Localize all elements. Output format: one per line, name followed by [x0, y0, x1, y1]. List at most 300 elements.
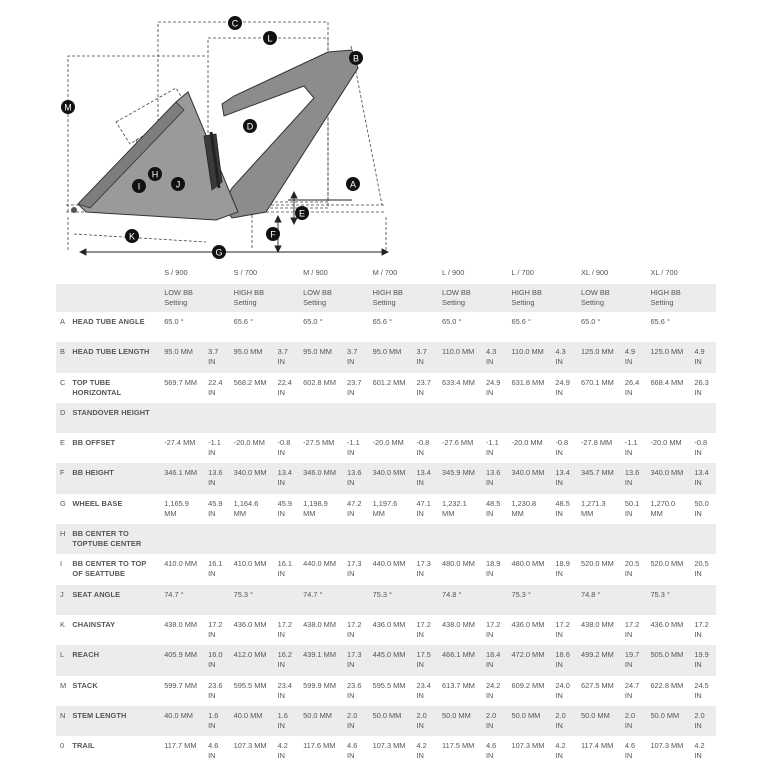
- row-label: STANDOVER HEIGHT: [72, 407, 150, 417]
- metric-value: 436.0 MM: [233, 619, 267, 629]
- imperial-value: 1.6 IN: [277, 710, 288, 730]
- imperial-value: 16.0 IN: [208, 650, 223, 670]
- marker-h-label: H: [151, 169, 159, 180]
- row-letter: I: [60, 559, 63, 569]
- row-letter: F: [60, 468, 65, 478]
- bb-setting-label: HIGH BB Setting: [372, 288, 403, 307]
- imperial-value: 48.5 IN: [485, 498, 501, 518]
- imperial-value: 4.9 IN: [694, 347, 705, 367]
- table-row: [56, 706, 716, 736]
- imperial-value: [413, 524, 439, 554]
- metric-value: 95.0 MM: [303, 347, 332, 357]
- imperial-value: 17.3 IN: [347, 559, 362, 579]
- bb-setting-label: LOW BB Setting: [164, 288, 193, 307]
- metric-value: [299, 403, 343, 433]
- metric-value: 1,270.0 MM: [650, 498, 676, 518]
- bb-setting-label: HIGH BB Setting: [511, 288, 542, 307]
- row-letter: G: [60, 498, 66, 508]
- imperial-value: 4.6 IN: [347, 741, 358, 761]
- metric-value: 345.7 MM: [580, 468, 614, 478]
- imperial-value: 19.9 IN: [694, 650, 709, 670]
- imperial-value: -0.8 IN: [277, 438, 291, 458]
- row-label: CHAINSTAY: [72, 619, 116, 629]
- marker-h: [148, 167, 162, 181]
- imperial-value: 17.2 IN: [416, 619, 431, 639]
- row-letter: E: [60, 438, 65, 448]
- metric-value: 668.4 MM: [650, 377, 684, 387]
- metric-value: -27.5 MM: [303, 438, 335, 448]
- size-header-row: [56, 262, 716, 284]
- metric-value: 438.0 MM: [164, 619, 198, 629]
- imperial-value: 23.7 IN: [347, 377, 362, 397]
- row-label: TRAIL: [72, 741, 95, 751]
- imperial-value: 2.0 IN: [624, 710, 636, 730]
- metric-value: [369, 524, 413, 554]
- imperial-value: 19.7 IN: [624, 650, 640, 670]
- imperial-value: -0.8 IN: [416, 438, 430, 458]
- table-row: [56, 615, 716, 645]
- imperial-value: 1.6 IN: [208, 710, 219, 730]
- metric-value: -20.0 MM: [650, 438, 682, 448]
- metric-value: 65.0 °: [164, 317, 184, 326]
- bb-setting-label: LOW BB Setting: [442, 288, 471, 307]
- imperial-value: 17.2 IN: [694, 619, 709, 639]
- metric-value: 74.7 °: [303, 589, 323, 599]
- bb-setting-label: LOW BB Setting: [580, 288, 610, 307]
- imperial-value: -0.8 IN: [555, 438, 569, 458]
- metric-value: 438.0 MM: [442, 619, 475, 629]
- metric-value: 1,271.3 MM: [580, 498, 606, 518]
- metric-value: -20.0 MM: [372, 438, 404, 448]
- row-label: STACK: [72, 680, 98, 690]
- row-label: WHEEL BASE: [72, 498, 123, 508]
- imperial-value: 4.2 IN: [416, 741, 427, 761]
- metric-value: 436.0 MM: [511, 619, 545, 629]
- metric-value: 345.9 MM: [442, 468, 475, 478]
- row-label: TOP TUBE HORIZONTAL: [72, 377, 122, 397]
- imperial-value: 18.6 IN: [555, 650, 570, 670]
- table-row: [56, 494, 716, 524]
- imperial-value: 17.2 IN: [347, 619, 362, 639]
- metric-value: 50.0 MM: [650, 710, 680, 720]
- imperial-value: 2.0 IN: [416, 710, 427, 730]
- marker-g: [212, 245, 226, 259]
- marker-l-label: L: [267, 33, 273, 44]
- marker-l: [263, 31, 277, 45]
- imperial-value: [551, 585, 577, 615]
- row-letter: B: [60, 347, 65, 357]
- imperial-value: [343, 585, 369, 615]
- row-letter: K: [60, 619, 65, 629]
- table-row: [56, 342, 716, 372]
- metric-value: 107.3 MM: [511, 741, 545, 751]
- row-letter: H: [60, 529, 66, 539]
- metric-value: 340.0 MM: [650, 468, 684, 478]
- metric-value: -20.0 MM: [233, 438, 265, 448]
- metric-value: 1,197.6 MM: [372, 498, 398, 518]
- metric-value: 602.8 MM: [303, 377, 336, 387]
- imperial-value: [413, 585, 439, 615]
- imperial-value: 16.1 IN: [208, 559, 223, 579]
- row-letter: M: [60, 680, 67, 690]
- marker-g-label: G: [215, 247, 223, 258]
- marker-c: [228, 16, 242, 30]
- imperial-value: 24.2 IN: [485, 680, 501, 700]
- imperial-value: 20.5 IN: [624, 559, 640, 579]
- metric-value: [577, 403, 621, 433]
- metric-value: 50.0 MM: [511, 710, 541, 720]
- table-row: [56, 554, 716, 584]
- metric-value: 50.0 MM: [442, 710, 471, 720]
- row-label: BB CENTER TO TOPTUBE CENTER: [72, 529, 142, 549]
- imperial-value: 47.2 IN: [347, 498, 362, 518]
- imperial-value: 17.3 IN: [347, 650, 362, 670]
- table-row: [56, 524, 716, 554]
- metric-value: 568.2 MM: [233, 377, 267, 387]
- metric-value: 595.5 MM: [372, 680, 406, 690]
- imperial-value: [343, 403, 369, 433]
- imperial-value: 45.9 IN: [208, 498, 223, 518]
- imperial-value: [413, 403, 439, 433]
- imperial-value: [482, 312, 508, 342]
- metric-value: 340.0 MM: [511, 468, 545, 478]
- imperial-value: 4.3 IN: [485, 347, 497, 367]
- frame-geometry-diagram: [56, 12, 398, 263]
- imperial-value: 18.9 IN: [485, 559, 501, 579]
- imperial-value: [621, 585, 647, 615]
- metric-value: 117.4 MM: [580, 741, 614, 751]
- metric-value: -27.4 MM: [164, 438, 196, 448]
- metric-value: 480.0 MM: [442, 559, 475, 569]
- imperial-value: 3.7 IN: [347, 347, 358, 367]
- metric-value: [160, 524, 204, 554]
- metric-value: 410.0 MM: [233, 559, 267, 569]
- metric-value: 125.0 MM: [580, 347, 614, 357]
- metric-value: [646, 403, 690, 433]
- row-letter: L: [60, 650, 65, 660]
- imperial-value: [482, 524, 508, 554]
- imperial-value: [551, 524, 577, 554]
- metric-value: [577, 524, 621, 554]
- metric-value: 599.7 MM: [164, 680, 198, 690]
- metric-value: 74.7 °: [164, 589, 184, 599]
- row-label: STEM LENGTH: [72, 710, 127, 720]
- metric-value: 633.4 MM: [442, 377, 475, 387]
- marker-d: [243, 119, 257, 133]
- table-row: [56, 403, 716, 433]
- metric-value: 412.0 MM: [233, 650, 267, 660]
- metric-value: 436.0 MM: [650, 619, 684, 629]
- metric-value: -20.0 MM: [511, 438, 543, 448]
- imperial-value: 2.0 IN: [555, 710, 566, 730]
- row-letter: N: [60, 710, 66, 720]
- imperial-value: 23.4 IN: [277, 680, 292, 700]
- imperial-value: 20.5 IN: [694, 559, 709, 579]
- metric-value: 340.0 MM: [372, 468, 406, 478]
- row-letter: 0: [60, 741, 65, 751]
- metric-value: 65.0 °: [303, 317, 323, 326]
- frame-geometry-svg: [56, 12, 398, 263]
- imperial-value: [413, 312, 439, 342]
- metric-value: 472.0 MM: [511, 650, 545, 660]
- metric-value: 622.8 MM: [650, 680, 684, 690]
- metric-value: [438, 403, 482, 433]
- marker-a: [346, 177, 360, 191]
- imperial-value: 23.6 IN: [347, 680, 362, 700]
- size-header: L / 900: [442, 268, 465, 277]
- metric-value: 520.0 MM: [580, 559, 614, 569]
- imperial-value: [274, 403, 300, 433]
- setting-header-row: [56, 284, 716, 312]
- metric-value: 599.9 MM: [303, 680, 336, 690]
- metric-value: 1,164.6 MM: [233, 498, 259, 518]
- imperial-value: 22.4 IN: [208, 377, 223, 397]
- row-label: HEAD TUBE LENGTH: [72, 347, 150, 357]
- imperial-value: 17.2 IN: [555, 619, 570, 639]
- bb-setting-label: LOW BB Setting: [303, 288, 332, 307]
- imperial-value: [274, 312, 300, 342]
- metric-value: 438.0 MM: [580, 619, 614, 629]
- metric-value: [438, 524, 482, 554]
- metric-value: 117.7 MM: [164, 741, 197, 751]
- metric-value: 95.0 MM: [372, 347, 402, 357]
- metric-value: [369, 403, 413, 433]
- imperial-value: 4.6 IN: [208, 741, 219, 761]
- row-label: REACH: [72, 650, 100, 660]
- metric-value: 1,198.9 MM: [303, 498, 328, 518]
- table-row: [56, 585, 716, 615]
- imperial-value: 4.2 IN: [694, 741, 705, 761]
- imperial-value: [690, 403, 716, 433]
- imperial-value: [204, 585, 230, 615]
- imperial-value: 13.4 IN: [416, 468, 431, 488]
- metric-value: 445.0 MM: [372, 650, 406, 660]
- table-row: [56, 463, 716, 493]
- imperial-value: 22.4 IN: [277, 377, 292, 397]
- metric-value: 65.6 °: [233, 317, 254, 326]
- imperial-value: 16.1 IN: [277, 559, 292, 579]
- metric-value: 75.3 °: [511, 589, 531, 599]
- imperial-value: 2.0 IN: [347, 710, 358, 730]
- metric-value: 117.6 MM: [303, 741, 336, 751]
- metric-value: 107.3 MM: [650, 741, 684, 751]
- table-row: [56, 312, 716, 342]
- marker-m-label: M: [64, 102, 72, 113]
- imperial-value: [274, 524, 300, 554]
- imperial-value: 17.2 IN: [624, 619, 640, 639]
- metric-value: 75.3 °: [650, 589, 670, 599]
- imperial-value: 26.4 IN: [624, 377, 640, 397]
- table-row: [56, 736, 716, 766]
- imperial-value: 13.4 IN: [694, 468, 709, 488]
- metric-value: 410.0 MM: [164, 559, 198, 569]
- metric-value: 466.1 MM: [442, 650, 475, 660]
- imperial-value: -1.1 IN: [485, 438, 499, 458]
- marker-b: [349, 51, 363, 65]
- metric-value: 346.1 MM: [164, 468, 198, 478]
- imperial-value: [621, 403, 647, 433]
- imperial-value: 13.4 IN: [277, 468, 292, 488]
- table-row: [56, 433, 716, 463]
- imperial-value: 3.7 IN: [416, 347, 427, 367]
- geometry-table: [56, 262, 716, 766]
- imperial-value: 18.4 IN: [485, 650, 501, 670]
- metric-value: 1,165.9 MM: [164, 498, 189, 518]
- metric-value: 438.0 MM: [303, 619, 336, 629]
- marker-m: [61, 100, 75, 114]
- imperial-value: 23.7 IN: [416, 377, 431, 397]
- imperial-value: 24.0 IN: [555, 680, 570, 700]
- imperial-value: 17.5 IN: [416, 650, 431, 670]
- bb-setting-label: HIGH BB Setting: [233, 288, 265, 307]
- metric-value: 340.0 MM: [233, 468, 267, 478]
- metric-value: 609.2 MM: [511, 680, 545, 690]
- imperial-value: 4.3 IN: [555, 347, 566, 367]
- metric-value: 95.0 MM: [233, 347, 263, 357]
- imperial-value: 17.3 IN: [416, 559, 431, 579]
- imperial-value: 17.2 IN: [485, 619, 501, 639]
- metric-value: 74.8 °: [580, 589, 601, 599]
- metric-value: 75.3 °: [372, 589, 392, 599]
- row-letter: A: [60, 317, 65, 326]
- metric-value: 601.2 MM: [372, 377, 406, 387]
- imperial-value: [690, 312, 716, 342]
- metric-value: [508, 403, 552, 433]
- metric-value: [230, 524, 274, 554]
- row-letter: J: [60, 589, 64, 599]
- imperial-value: 50.1 IN: [624, 498, 640, 518]
- metric-value: 520.0 MM: [650, 559, 684, 569]
- metric-value: 436.0 MM: [372, 619, 406, 629]
- metric-value: [230, 403, 274, 433]
- marker-f-label: F: [270, 229, 276, 240]
- metric-value: 74.8 °: [442, 589, 462, 599]
- imperial-value: 3.7 IN: [208, 347, 219, 367]
- marker-i-label: I: [137, 181, 141, 192]
- metric-value: [508, 524, 552, 554]
- metric-value: 627.5 MM: [580, 680, 614, 690]
- imperial-value: 24.9 IN: [555, 377, 570, 397]
- size-header: M / 900: [303, 268, 328, 277]
- size-header: S / 700: [233, 268, 258, 277]
- imperial-value: [690, 524, 716, 554]
- metric-value: 440.0 MM: [303, 559, 336, 569]
- row-label: HEAD TUBE ANGLE: [72, 317, 145, 326]
- imperial-value: 16.2 IN: [277, 650, 292, 670]
- imperial-value: [690, 585, 716, 615]
- imperial-value: [482, 585, 508, 615]
- bike-frame: [71, 50, 358, 220]
- imperial-value: 47.1 IN: [416, 498, 431, 518]
- imperial-value: [204, 312, 230, 342]
- imperial-value: 4.6 IN: [624, 741, 636, 761]
- row-letter: C: [60, 377, 66, 387]
- imperial-value: 4.6 IN: [485, 741, 497, 761]
- size-header: XL / 700: [650, 268, 678, 277]
- metric-value: 50.0 MM: [303, 710, 332, 720]
- size-header: L / 700: [511, 268, 534, 277]
- marker-e-label: E: [298, 208, 306, 219]
- metric-value: 107.3 MM: [233, 741, 267, 751]
- imperial-value: -1.1 IN: [208, 438, 221, 458]
- imperial-value: [204, 403, 230, 433]
- metric-value: 40.0 MM: [164, 710, 193, 720]
- marker-j-label: J: [175, 179, 181, 190]
- marker-b-label: B: [352, 53, 360, 64]
- imperial-value: 13.6 IN: [485, 468, 501, 488]
- marker-i: [132, 179, 146, 193]
- imperial-value: [482, 403, 508, 433]
- metric-value: 65.6 °: [650, 317, 670, 326]
- size-header: M / 700: [372, 268, 398, 277]
- metric-value: -27.8 MM: [580, 438, 613, 448]
- metric-value: 499.2 MM: [580, 650, 614, 660]
- imperial-value: -1.1 IN: [624, 438, 638, 458]
- marker-f: [266, 227, 280, 241]
- bb-setting-label: HIGH BB Setting: [650, 288, 681, 307]
- imperial-value: 23.6 IN: [208, 680, 223, 700]
- metric-value: 613.7 MM: [442, 680, 475, 690]
- imperial-value: 24.5 IN: [694, 680, 709, 700]
- marker-k: [125, 229, 139, 243]
- metric-value: 50.0 MM: [580, 710, 610, 720]
- imperial-value: [274, 585, 300, 615]
- marker-k-label: K: [128, 231, 136, 242]
- metric-value: 595.5 MM: [233, 680, 267, 690]
- metric-value: 75.3 °: [233, 589, 254, 599]
- imperial-value: 50.0 IN: [694, 498, 709, 518]
- imperial-value: 24.7 IN: [624, 680, 640, 700]
- imperial-value: 4.9 IN: [624, 347, 636, 367]
- metric-value: 50.0 MM: [372, 710, 402, 720]
- metric-value: 125.0 MM: [650, 347, 684, 357]
- metric-value: 95.0 MM: [164, 347, 193, 357]
- metric-value: 107.3 MM: [372, 741, 406, 751]
- metric-value: 65.6 °: [372, 317, 392, 326]
- metric-value: 439.1 MM: [303, 650, 336, 660]
- imperial-value: 13.6 IN: [347, 468, 362, 488]
- imperial-value: 24.9 IN: [485, 377, 501, 397]
- imperial-value: 45.9 IN: [277, 498, 292, 518]
- imperial-value: 18.9 IN: [555, 559, 570, 579]
- table-row: [56, 676, 716, 706]
- imperial-value: -0.8 IN: [694, 438, 708, 458]
- marker-j: [171, 177, 185, 191]
- metric-value: 1,230.8 MM: [511, 498, 537, 518]
- metric-value: 631.8 MM: [511, 377, 545, 387]
- imperial-value: 48.5 IN: [555, 498, 570, 518]
- marker-d-label: D: [246, 121, 254, 132]
- metric-value: 569.7 MM: [164, 377, 198, 387]
- metric-value: 440.0 MM: [372, 559, 406, 569]
- row-label: BB OFFSET: [72, 438, 116, 448]
- imperial-value: 4.2 IN: [277, 741, 288, 761]
- imperial-value: 4.2 IN: [555, 741, 566, 761]
- metric-value: 65.0 °: [442, 317, 462, 326]
- metric-value: 117.5 MM: [442, 741, 475, 751]
- metric-value: -27.6 MM: [442, 438, 474, 448]
- imperial-value: 13.6 IN: [624, 468, 640, 488]
- imperial-value: [343, 524, 369, 554]
- marker-e: [295, 206, 309, 220]
- imperial-value: 23.4 IN: [416, 680, 431, 700]
- metric-value: 346.0 MM: [303, 468, 336, 478]
- imperial-value: [621, 524, 647, 554]
- table-row: [56, 373, 716, 403]
- imperial-value: 13.4 IN: [555, 468, 570, 488]
- metric-value: 670.1 MM: [580, 377, 614, 387]
- row-label: BB HEIGHT: [72, 468, 114, 478]
